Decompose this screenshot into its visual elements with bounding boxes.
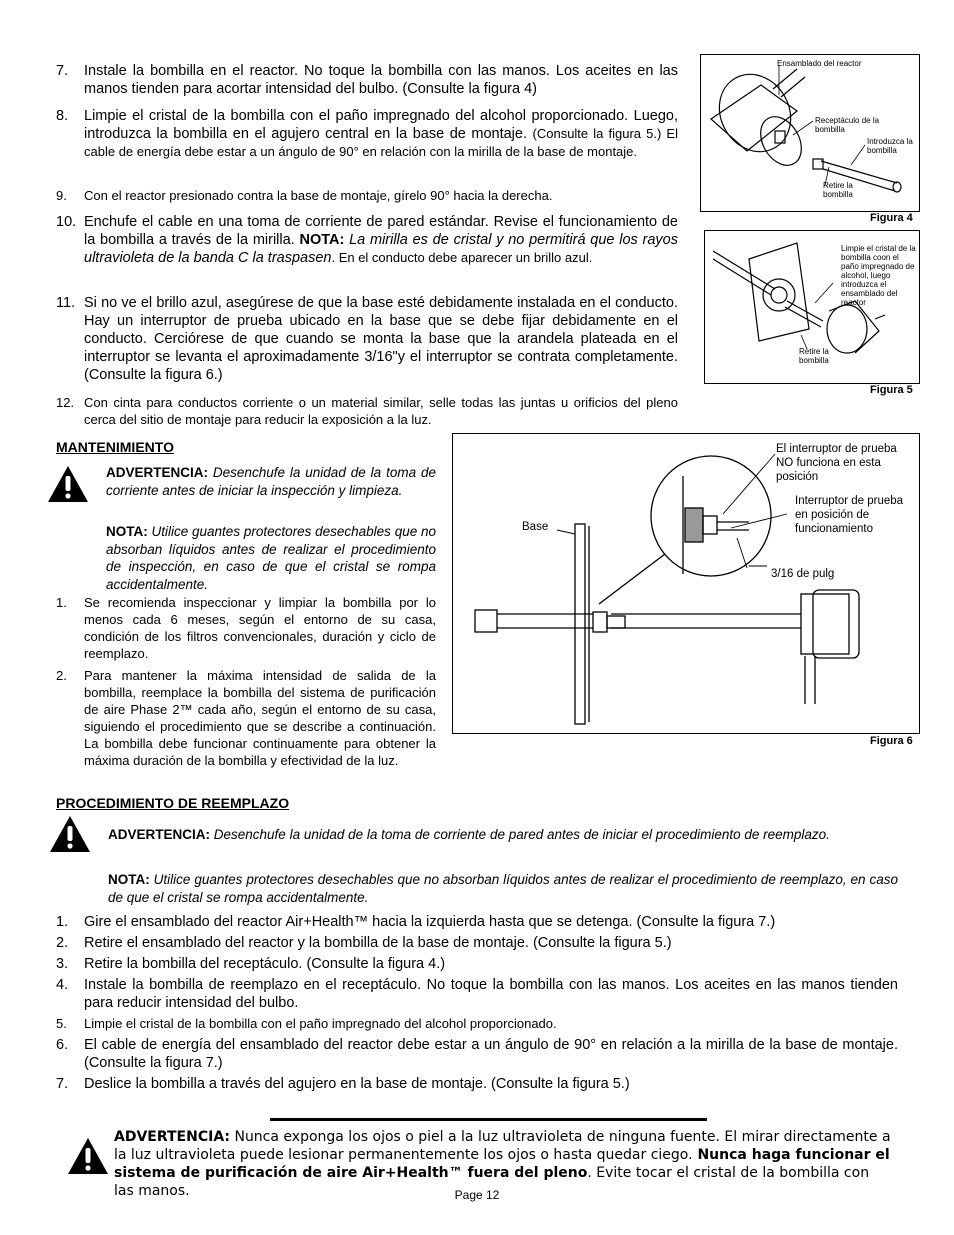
callout-retire-5: Retire la bombilla xyxy=(799,347,829,365)
step-text: Con el reactor presionado contra la base de montaje, gírelo 90° hacia la derecha. xyxy=(84,188,553,203)
figure-6 xyxy=(452,433,920,734)
warn-label: ADVERTENCIA: xyxy=(108,827,211,842)
step-text: Limpie el cristal de la bombilla con el paño impregnado del alcohol proporcionado. Luego, introduzca la bombilla en el agujero central en la base de montaje. xyxy=(84,108,678,142)
step-text-small: (Consulte la figura 5.) El cable de energía debe estar a un ángulo de 90° en relación con la mirilla de la base de montaje. xyxy=(84,126,678,159)
reemplazo-heading: PROCEDIMIENTO DE REEMPLAZO xyxy=(56,795,290,811)
step-text: Retire la bombilla del receptáculo. (Consulte la figura 4.) xyxy=(84,956,446,972)
step-number: 7. xyxy=(56,1076,69,1092)
step-number: 9. xyxy=(56,188,67,203)
warn-text: Desenchufe la unidad de la toma de corriente de pared antes de iniciar el procedimiento de reemplazo. xyxy=(210,827,830,842)
warning-triangle-icon xyxy=(46,464,90,504)
step-text: Para mantener la máxima intensidad de salida de la bombilla, reemplace la bombilla del sistema de purificación de aire Phase 2™ cada año, según el entorno de su casa, siguiendo el procedimiento que se describe a continuación. La bombilla debe funcionar continuamente para obtener la máxima duración de la bombilla y efectividad de la luz. xyxy=(84,668,436,768)
step-number: 12. xyxy=(56,395,75,410)
callout-limpie: Limpie el cristal de la bombilla coon el paño impregnado de alcohol, luego introduzca el ensamblado del reactor xyxy=(841,244,916,307)
step-text: Se recomienda inspeccionar y limpiar la bombilla por lo menos cada 6 meses, según el entorno de su casa, condición de los filtros convencionales, duración y ciclo de reemplazo. xyxy=(84,595,436,661)
step-9 xyxy=(56,187,678,204)
reemplazo-item-5 xyxy=(56,1015,898,1032)
step-number: 11. xyxy=(56,295,76,311)
callout-no-funciona: El interruptor de prueba NO funciona en esta posición xyxy=(776,443,897,483)
step-8 xyxy=(56,107,678,161)
warning-triangle-icon xyxy=(48,814,92,854)
warn-text: Desenchufe la unidad de la toma de corriente antes de iniciar la inspección y limpieza. xyxy=(106,465,436,498)
step-number: 7. xyxy=(56,63,69,79)
nota-text: Utilice guantes protectores desechables que no absorban líquidos antes de realizar el procedimiento de inspección, en caso de que el cristal se rompa accidentalmente. xyxy=(106,524,436,592)
figure-4 xyxy=(700,54,920,212)
reemplazo-nota xyxy=(108,871,898,906)
warn-label: ADVERTENCIA: xyxy=(106,465,209,480)
step-7 xyxy=(56,62,678,98)
step-number: 6. xyxy=(56,1037,69,1053)
callout-ensamblado: Ensamblado del reactor xyxy=(777,59,862,68)
step-number: 10. xyxy=(56,214,77,230)
nota-label: NOTA: xyxy=(108,872,150,887)
mantenimiento-warning xyxy=(106,464,436,499)
step-number: 5. xyxy=(56,1016,67,1031)
step-text: Instale la bombilla de reemplazo en el receptáculo. No toque la bombilla con las manos. Los aceites en las manos tienden para reducir intensidad del bulbo. xyxy=(84,977,898,1011)
warn-text: Nunca exponga los ojos o piel a la luz ultravioleta de ninguna fuente. El mirar directamente a la luz ultravioleta puede lesionar permanentemente los ojos o hasta quedar ciego. xyxy=(114,1129,891,1163)
step-text: Retire el ensamblado del reactor y la bombilla de la base de montaje. (Consulte la figura 5.) xyxy=(84,935,672,951)
callout-base: Base xyxy=(522,521,549,533)
callout-introduzca: Introduzca la bombilla xyxy=(867,137,913,155)
step-text: Gire el ensamblado del reactor Air+Health™ hacia la izquierda hasta que se detenga. (Consulte la figura 7.) xyxy=(84,914,776,930)
mantenimiento-heading: MANTENIMIENTO xyxy=(56,439,174,455)
reemplazo-item-6 xyxy=(56,1036,898,1072)
figure-5 xyxy=(704,230,920,384)
step-12 xyxy=(56,394,678,428)
step-number: 4. xyxy=(56,977,69,993)
page-number: Page 12 xyxy=(454,1188,500,1202)
callout-dimension: 3/16 de pulg xyxy=(771,568,835,580)
warn-tail: . Evite tocar el cristal de la bombilla con las manos. xyxy=(114,1165,870,1199)
warning-triangle-icon xyxy=(66,1136,110,1176)
nota-italic: La mirilla es de cristal y no permitirá que los rayos ultravioleta de la banda C la traspasen xyxy=(84,232,678,266)
step-number: 8. xyxy=(56,108,69,124)
step-text: Deslice la bombilla a través del agujero en la base de montaje. (Consulte la figura 5.) xyxy=(84,1076,630,1092)
reemplazo-warning xyxy=(108,826,898,844)
reemplazo-item-4 xyxy=(56,976,898,1012)
step-number: 2. xyxy=(56,935,69,951)
step-text: Instale la bombilla en el reactor. No toque la bombilla con las manos. Los aceites en las manos tienden para acortar intensidad del bulbo. (Consulte la figura 4) xyxy=(84,63,678,97)
nota-text: Utilice guantes protectores desechables que no absorban líquidos antes de realizar el procedimiento de reemplazo, en caso de que el cristal se rompa accidentalmente. xyxy=(108,872,898,905)
figure-5-label: Figura 5 xyxy=(870,384,913,396)
step-number: 1. xyxy=(56,595,67,610)
step-text-small: . En el conducto debe aparecer un brillo azul. xyxy=(331,250,593,265)
figure-4-label: Figura 4 xyxy=(870,212,913,224)
step-text: El cable de energía del ensamblado del reactor debe estar a un ángulo de 90° en relación a la mirilla de la base de montaje. (Consulte la figura 7.) xyxy=(84,1037,898,1071)
step-text: Si no ve el brillo azul, asegúrese de que la base esté debidamente instalada en el conducto. Hay un interruptor de prueba ubicado en la base que se debe fijar debidamente en el conducto. Cerciórese de que cuando se monta la base que la arandela plateada en el interruptor se levanta el aproximadamente 3/16"y el interruptor se contrata completamente. (Consulte la figura 6.) xyxy=(84,295,678,383)
step-11 xyxy=(56,294,678,384)
callout-receptaculo: Receptáculo de la bombilla xyxy=(815,116,880,134)
mantenimiento-item-2 xyxy=(56,667,436,769)
warn-label: ADVERTENCIA: xyxy=(114,1129,231,1145)
reemplazo-item-2 xyxy=(56,934,898,952)
divider-rule xyxy=(270,1118,707,1121)
step-10 xyxy=(56,213,678,267)
figure-6-label: Figura 6 xyxy=(870,735,913,747)
reemplazo-item-3 xyxy=(56,955,898,973)
step-number: 3. xyxy=(56,956,69,972)
nota-label: NOTA: xyxy=(299,232,345,248)
step-text: Enchufe el cable en una toma de corriente de pared estándar. Revise el funcionamiento de la bombilla a través de la mirilla. xyxy=(84,214,678,248)
step-text: Limpie el cristal de la bombilla con el paño impregnado del alcohol proporcionado. xyxy=(84,1016,557,1031)
reactor-assembly-drawing xyxy=(701,55,919,211)
mantenimiento-nota xyxy=(106,523,436,593)
step-number: 1. xyxy=(56,914,69,930)
callout-retire: Retire la bombilla xyxy=(823,181,853,199)
warn-bold: Nunca haga funcionar el sistema de purificación de aire Air+Health™ fuera del pleno xyxy=(114,1147,890,1181)
mantenimiento-item-1 xyxy=(56,594,436,662)
callout-funcionamiento: Interruptor de prueba en posición de funcionamiento xyxy=(795,495,904,535)
nota-label: NOTA: xyxy=(106,524,148,539)
step-text: Con cinta para conductos corriente o un material similar, selle todas las juntas u orificios del pleno cerca del sitio de montaje para reducir la exposición a la luz. xyxy=(84,395,678,427)
reemplazo-item-1 xyxy=(56,913,898,931)
step-number: 2. xyxy=(56,668,67,683)
reemplazo-item-7 xyxy=(56,1075,898,1093)
